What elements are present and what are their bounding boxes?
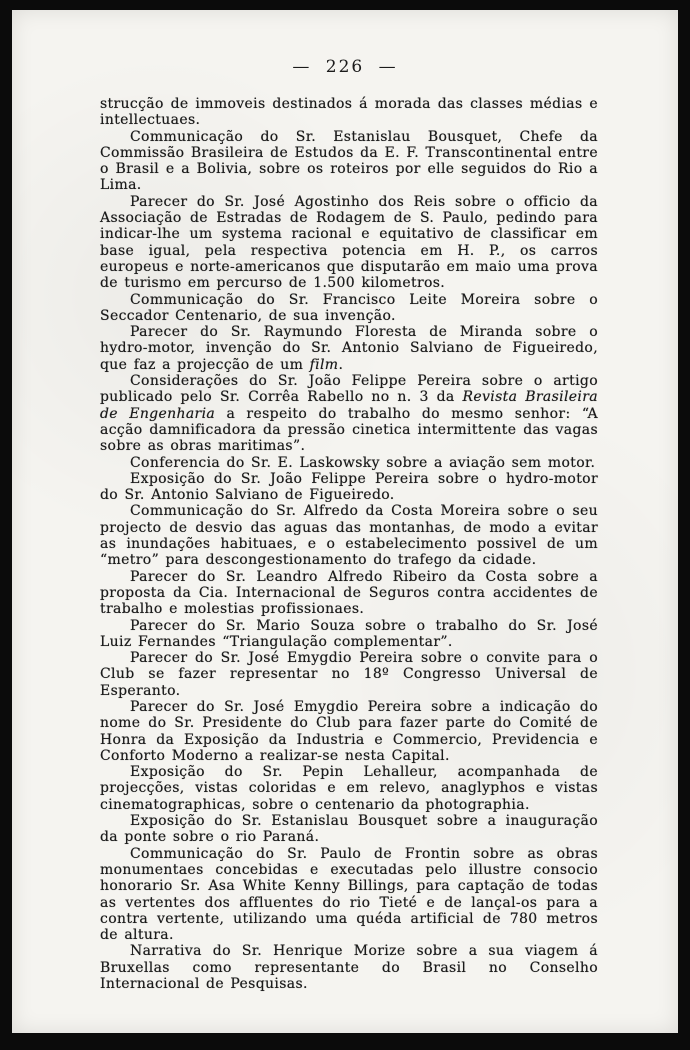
text-run: strucção de immoveis destinados á morada das classes médias e intellectuaes. bbox=[100, 96, 598, 129]
paragraph bbox=[100, 194, 598, 292]
paragraph bbox=[100, 569, 598, 618]
text-run: Parecer do Sr. José Emygdio Pereira sobre a indicação do nome do Sr. Presidente do Club para fazer parte do Comité de Honra da Exposição da Industria e Commercio, Previdencia e Conforto Moderno a realizar-se nesta Capital. bbox=[100, 698, 598, 764]
paragraph bbox=[100, 373, 598, 454]
text-run: Considerações do Sr. João Felippe Pereira sobre o artigo publicado pelo Sr. Corrêa Rabello no n. 3 da bbox=[100, 373, 598, 406]
text-run: Communicação do Sr. Francisco Leite Moreira sobre o Seccador Centenario, de sua invenção. bbox=[100, 291, 598, 324]
italic-text-run: film bbox=[309, 356, 339, 373]
text-run: a respeito do trabalho do mesmo senhor: “A acção damnificadora da pressão cinetica intermittente das vagas sobre as obras maritimas”. bbox=[100, 405, 599, 455]
paragraph bbox=[100, 503, 598, 568]
text-run: Parecer do Sr. Leandro Alfredo Ribeiro da Costa sobre a proposta da Cia. Internacional de Seguros contra accidentes de trabalho e molestias profissionaes. bbox=[100, 568, 598, 618]
scanned-page bbox=[12, 10, 678, 1033]
text-run: Parecer do Sr. José Agostinho dos Reis sobre o officio da Associação de Estradas de Rodagem de S. Paulo, pedindo para indicar-lhe um systema racional e equitativo de classificar em base igual, pela respectiva potencia em H. P., os carros europeus e norte-americanos que disputarão em maio uma prova de turismo em percurso de 1.500 kilometros. bbox=[100, 193, 598, 292]
text-run: Communicação do Sr. Estanislau Bousquet, Chefe da Commissão Brasileira de Estudos da E. F. Transcontinental entre o Brasil e a Bolivia, sobre os roteiros por elle seguidos do Rio a Lima. bbox=[100, 128, 598, 194]
paragraph bbox=[100, 129, 598, 194]
text-run: Exposição do Sr. João Felippe Pereira sobre o hydro-motor do Sr. Antonio Salviano de Figueiredo. bbox=[100, 470, 598, 504]
text-run: Conferencia do Sr. E. Laskowsky sobre a aviação sem motor. bbox=[130, 454, 596, 471]
italic-text-run: Revista Brasileira de Engenharia bbox=[100, 389, 598, 422]
paragraph bbox=[100, 699, 598, 764]
paragraph bbox=[100, 455, 598, 471]
text-run: Exposição do Sr. Estanislau Bousquet sobre a inauguração da ponte sobre o rio Paraná. bbox=[100, 813, 598, 846]
text-run: Exposição do Sr. Pepin Lehalleur, acompanhada de projecções, vistas coloridas e em relevo, anaglyphos e vistas cinematographicas, sobre o centenario da photographia. bbox=[100, 764, 598, 813]
text-run: Parecer do Sr. Raymundo Floresta de Miranda sobre o hydro-motor, invenção do Sr. Antonio Salviano de Figueiredo, que faz a projecção de um bbox=[100, 324, 598, 373]
page-number: — 226 — bbox=[292, 57, 398, 77]
paragraph bbox=[100, 650, 598, 699]
text-run: Communicação do Sr. Paulo de Frontin sobre as obras monumentaes concebidas e executadas pelo illustre consocio honorario Sr. Asa White Kenny Billings, para captação de todas as vertentes dos affluentes do rio Tieté e de lançal-os para a contra vertente, utilizando uma quéda artificial de 780 metros de altura. bbox=[100, 845, 598, 944]
text-run: Parecer do Sr. José Emygdio Pereira sobre o convite para o Club se fazer representar no 18º Congresso Universal de Esperanto. bbox=[100, 650, 598, 699]
paragraph bbox=[100, 292, 598, 325]
paragraph bbox=[100, 943, 598, 992]
paragraph bbox=[100, 471, 598, 504]
paragraph bbox=[100, 813, 598, 846]
text-run: . bbox=[338, 356, 344, 373]
paragraph bbox=[100, 618, 598, 651]
paragraph bbox=[100, 96, 598, 129]
paragraph bbox=[100, 846, 598, 944]
paragraph bbox=[100, 764, 598, 813]
text-run: Communicação do Sr. Alfredo da Costa Moreira sobre o seu projecto de desvio das aguas das montanhas, de modo a evitar as inundações habituaes, e o estabelecimento possivel de um “metro” para descongestionamento do trafego da cidade. bbox=[100, 503, 598, 569]
document-body bbox=[100, 96, 598, 992]
paragraph bbox=[100, 324, 598, 373]
text-run: Parecer do Sr. Mario Souza sobre o trabalho do Sr. José Luiz Fernandes “Triangulação complementar”. bbox=[100, 617, 598, 650]
text-run: Narrativa do Sr. Henrique Morize sobre a sua viagem á Bruxellas como representante do Brasil no Conselho Internacional de Pesquisas. bbox=[100, 943, 598, 993]
